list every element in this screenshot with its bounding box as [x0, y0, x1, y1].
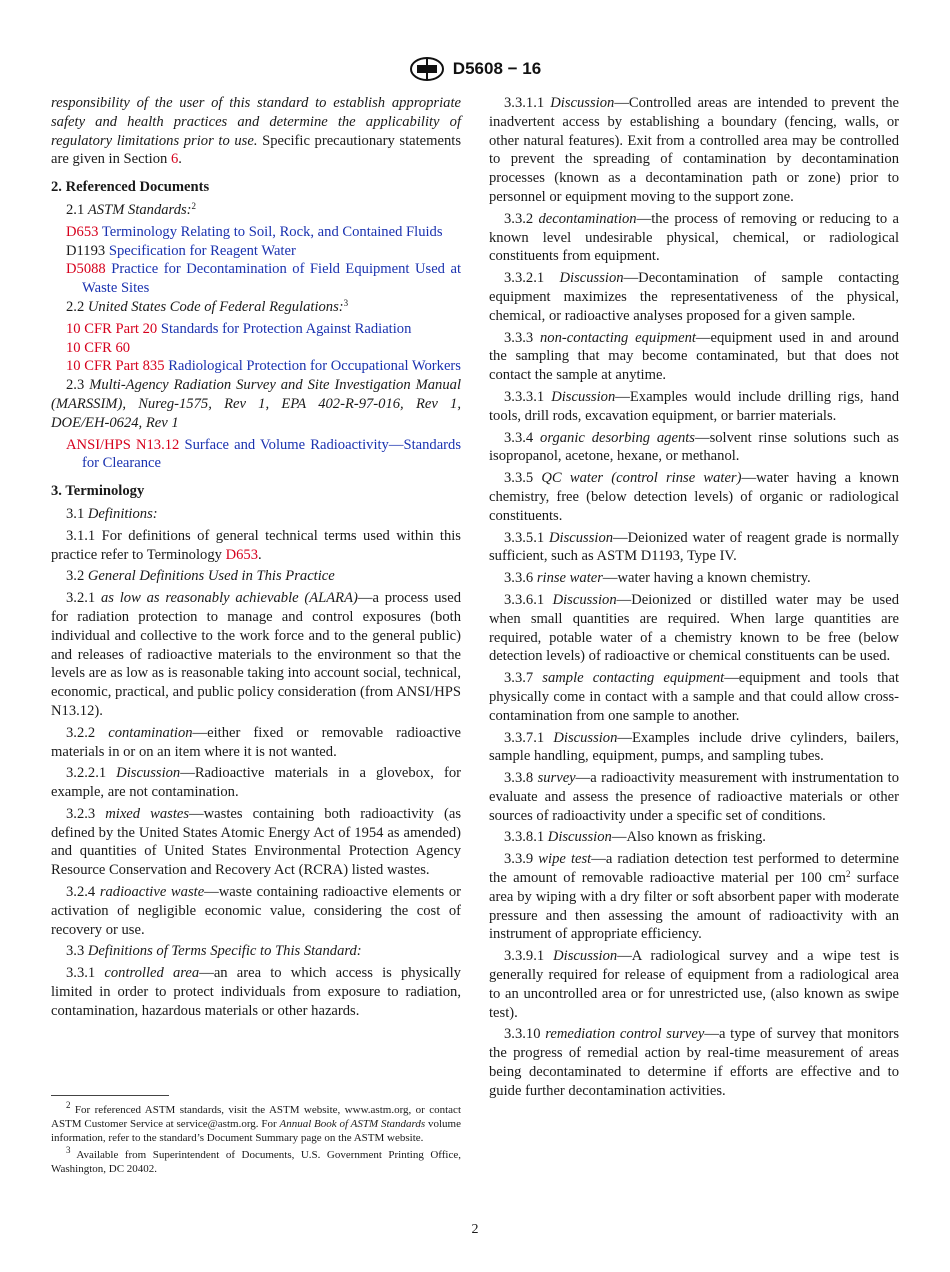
- para-3-3-10: 3.3.10 remediation control survey—a type of survey that monitors the progress of remedial action by real-time measurement of areas being decontaminated to determine if efforts are effective and to guide further decontamination activities.: [489, 1026, 900, 1099]
- para-2-1: 2.1 ASTM Standards:$^2$: [66, 200, 197, 218]
- para-3-3-9: 3.3.9 wipe test—a radiation detection test performed to determine the amount of removable radioactive material per 100 $cm^2$ surface area by wiping with a dry filter or soft absorbent paper with moderate pressure and then assessing the amount of radioactivity with an instrument of appropriate efficiency.: [489, 851, 899, 943]
- para-3-1: 3.1 Definitions:: [66, 505, 158, 522]
- ref-d5088[interactable]: D5088 Practice for Decontamination of Field Equipment Used at Waste Sites: [66, 261, 461, 297]
- document-designation: D5608 − 16: [452, 59, 542, 78]
- section-6-link[interactable]: 6: [170, 151, 179, 168]
- footnote-3: $^3$ Available from Superintendent of Documents, U.S. Government Printing Office, Washington, DC 20402.: [51, 1145, 461, 1176]
- para-3-3-2: 3.3.2 decontamination—the process of removing or reducing to a known level undesirable physical, chemical, or radiological constituents from equipment.: [489, 210, 900, 265]
- para-2-3: 2.3 Multi-Agency Radiation Survey and Site Investigation Manual (MARSSIM), Nureg-1575, Rev 1, EPA 402-R-97-016, Rev 1, DOE/EH-0624, Rev 1: [51, 377, 461, 431]
- para-3-3-8: 3.3.8 survey—a radioactivity measurement with instrumentation to evaluate and assess the presence of radioactive materials or other sources of radioactivity under a specific set of conditions.: [489, 770, 900, 824]
- para-3-2: 3.2 General Definitions Used in This Practice: [66, 568, 335, 585]
- para-3-3-6-1: 3.3.6.1 Discussion—Deionized or distilled water may be used when small quantities are required. When large quantities are required, potable water of a chemistry known to be free (below detection levels) of radioactive or chemical constituents can be used.: [489, 591, 899, 665]
- para-3-3-1-1: 3.3.1.1 Discussion—Controlled areas are intended to prevent the inadvertent access by establishing a boundary (fencing, walls, or other natural features). Exit from a controlled area may be controlled to prevent the spreading of contamination by decontamination processes (known as a decontamination path or zone) prior to personnel or equipment moving to the support zone.: [489, 95, 899, 205]
- ref-10cfr20[interactable]: 10 CFR Part 20 Standards for Protection Against Radiation: [66, 320, 412, 337]
- footnotes: [51, 1100, 461, 1181]
- ref-10cfr835[interactable]: 10 CFR Part 835 Radiological Protection for Occupational Workers: [66, 358, 461, 375]
- para-3-3-3-1: 3.3.3.1 Discussion—Examples would include drilling rigs, hand tools, drill rods, excavation equipment, or barrier materials.: [489, 388, 900, 424]
- left-column: [51, 94, 461, 1024]
- para-3-3-6: 3.3.6 rinse water—water having a known chemistry.: [504, 570, 811, 587]
- ref-d653[interactable]: D653 Terminology Relating to Soil, Rock, and Contained Fluids: [66, 223, 443, 240]
- para-3-2-1: 3.2.1 as low as reasonably achievable (ALARA)—a process used for radiation protection to manage and control exposures (both individual and collective to the work force and to the general public) and releases of radioactive materials to the environment so that the levels are as low as is reasonable taking into account social, technical, economic, practical, and public policy consideration (from ANSI/HPS N13.12).: [51, 590, 462, 719]
- para-3-1-1: 3.1.1 For definitions of general technical terms used within this practice refer to Terminology D653.: [51, 527, 461, 563]
- para-3-3-5: 3.3.5 QC water (control rinse water)—water having a known chemistry, free (below detection levels) of organic or radiological constituents.: [489, 470, 899, 524]
- page-number: 2: [471, 1222, 479, 1237]
- footnote-divider: [51, 1095, 169, 1096]
- para-3-3-8-1: 3.3.8.1 Discussion—Also known as frisking.: [504, 829, 766, 846]
- para-3-3-4: 3.3.4 organic desorbing agents—solvent rinse solutions such as isopropanol, acetone, hexane, or methanol.: [489, 429, 899, 465]
- para-3-2-2-1: 3.2.2.1 Discussion—Radioactive materials in a glovebox, for example, are not contamination.: [51, 765, 462, 801]
- page-header: [0, 56, 950, 84]
- ref-10cfr60[interactable]: 10 CFR 60: [66, 339, 131, 356]
- terminology-d653-link[interactable]: D653: [225, 546, 259, 563]
- para-3-3-7-1: 3.3.7.1 Discussion—Examples include drive cylinders, bailers, sample handling, equipment, pumps, and sampling tubes.: [489, 729, 899, 765]
- section-3-heading: 3. Terminology: [51, 483, 145, 500]
- para-3-3-1: 3.3.1 controlled area—an area to which access is physically limited in order to protect individuals from exposure to radiation, contamination, hazardous materials or other hazards.: [51, 965, 461, 1019]
- para-2-2: 2.2 United States Code of Federal Regulations:$^3$: [66, 297, 349, 315]
- para-3-2-3: 3.2.3 mixed wastes—wastes containing both radioactivity (as defined by the United States Atomic Energy Act of 1954 as amended) and quantities of United States Environmental Protection Agency Resource Conservation and Recovery Act (RCRA) listed wastes.: [51, 805, 462, 879]
- right-column: [489, 94, 899, 1104]
- intro-italic: responsibility of the user of this standard to establish appropriate safety and health practices and determine the applicability of regulatory limitations prior to use.: [51, 95, 461, 149]
- para-3-2-2: 3.2.2 contamination—either fixed or removable radioactive materials in or on an item where it is not wanted.: [51, 724, 461, 760]
- para-3-3-2-1: 3.3.2.1 Discussion—Decontamination of sample contacting equipment maximizes the representativeness of the physical, chemical, or radioactive analyses proposed for a given sample.: [489, 270, 900, 324]
- ref-ansi-n13-12[interactable]: ANSI/HPS N13.12 Surface and Volume Radioactivity—Standards for Clearance: [66, 436, 462, 472]
- section-2-heading: 2. Referenced Documents: [51, 179, 210, 196]
- para-3-3-9-1: 3.3.9.1 Discussion—A radiological survey and a wipe test is generally required for release of equipment from a radiological area to an uncontrolled area or for unrestricted use, (also known as swipe test).: [489, 948, 900, 1021]
- para-3-3-3: 3.3.3 non-contacting equipment—equipment used in and around the sampling that may become contaminated, but that does not contact the sample at anytime.: [489, 329, 899, 384]
- footnote-2: $^2$ For referenced ASTM standards, visit the ASTM website, www.astm.org, or contact ASTM Customer Service at service@astm.org. For Annual Book of ASTM Standards volume information, refer to the standard’s Document Summary page on the ASTM website.: [51, 1100, 461, 1144]
- intro-paragraph: responsibility of the user of this standard to establish appropriate safety and health practices and determine the applicability of regulatory limitations prior to use. Specific precautionary statements are given in Section 6.: [51, 95, 462, 168]
- astm-logo-icon: [409, 56, 445, 82]
- ref-d1193[interactable]: D1193 Specification for Reagent Water: [66, 242, 296, 259]
- para-3-3-7: 3.3.7 sample contacting equipment—equipment and tools that physically come in contact with a sample and that could allow cross-contamination from one sample to another.: [489, 670, 899, 724]
- para-3-2-4: 3.2.4 radioactive waste—waste containing radioactive elements or activation of negligible economic value, considering the cost of recovery or use.: [51, 884, 461, 938]
- para-3-3: 3.3 Definitions of Terms Specific to This Standard:: [66, 943, 362, 960]
- para-3-3-5-1: 3.3.5.1 Discussion—Deionized water of reagent grade is normally sufficient, such as ASTM D1193, Type IV.: [489, 529, 900, 565]
